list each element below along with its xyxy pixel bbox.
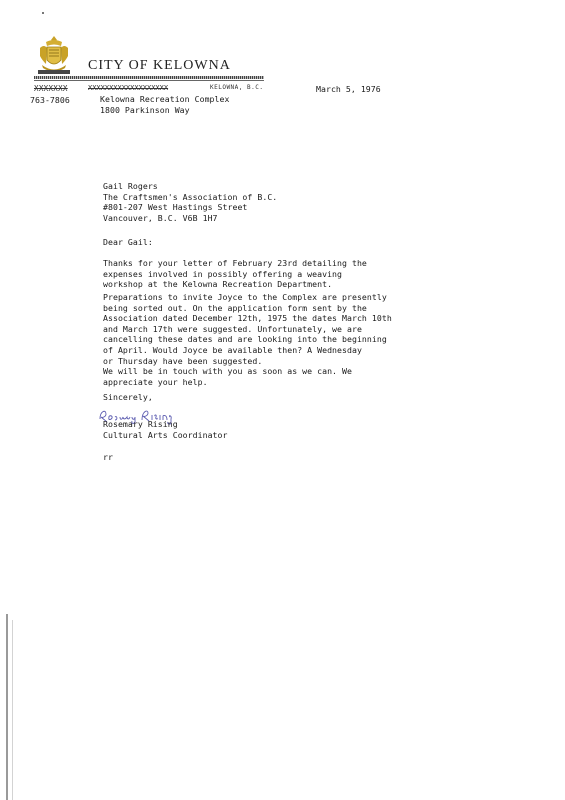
body-paragraph-1 — [103, 258, 403, 290]
page-mark — [42, 12, 44, 14]
letter-date: March 5, 1976 — [316, 84, 381, 94]
recipient-city: Vancouver, B.C. V6B 1H7 — [103, 212, 218, 223]
letterhead-rule — [34, 76, 264, 79]
salutation: Dear Gail: — [103, 237, 153, 247]
recipient-name: Gail Rogers — [103, 181, 158, 191]
signatory-name: Rosemary Rising — [103, 419, 178, 429]
signatory-block — [103, 419, 403, 440]
scan-edge-mark — [12, 620, 13, 800]
text-line: Preparations to invite Joyce to the Complex are presently — [103, 292, 387, 302]
letterhead-title: CITY OF KELOWNA — [88, 58, 231, 73]
text-line: Thanks for your letter of February 23rd detailing the — [103, 258, 367, 268]
sender-phone: 763-7806 — [30, 95, 70, 105]
text-line: Association dated December 12th, 1975 the dates March 10th — [103, 313, 392, 324]
recipient-street: #801-207 West Hastings Street — [103, 202, 248, 213]
text-line: and March 17th were suggested. Unfortunately, we are — [103, 323, 362, 334]
recipient-block — [103, 181, 403, 223]
text-line: cancelling these dates and are looking into the beginning — [103, 334, 387, 345]
text-line: expenses involved in possibly offering a weaving — [103, 268, 343, 279]
sender-address-line1: Kelowna Recreation Complex — [100, 94, 230, 104]
text-line: or Thursday have been suggested. — [103, 355, 263, 366]
letterhead-rule — [34, 80, 264, 81]
letterhead-city: KELOWNA, B.C. — [210, 84, 264, 91]
recipient-organization: The Craftsmen's Association of B.C. — [103, 191, 278, 202]
scan-edge-mark — [6, 614, 8, 800]
city-crest-icon — [36, 34, 72, 76]
closing: Sincerely, — [103, 392, 153, 402]
text-line: workshop at the Kelowna Recreation Department. — [103, 279, 333, 290]
body-paragraph-3 — [103, 366, 403, 387]
sender-address-line2: 1800 Parkinson Way — [100, 105, 190, 115]
typist-initials: rr — [103, 452, 113, 462]
text-line: appreciate your help. — [103, 376, 208, 387]
body-paragraph-2 — [103, 292, 403, 366]
struck-phone: XXXXXXX — [34, 84, 68, 93]
text-line: being sorted out. On the application form sent by the — [103, 302, 367, 313]
text-line: of April. Would Joyce be available then? A Wednesday — [103, 344, 362, 355]
text-line: We will be in touch with you as soon as we can. We — [103, 366, 352, 376]
struck-address: XXXXXXXXXXXXXXXXXXX — [88, 84, 169, 92]
signatory-title: Cultural Arts Coordinator — [103, 429, 228, 440]
